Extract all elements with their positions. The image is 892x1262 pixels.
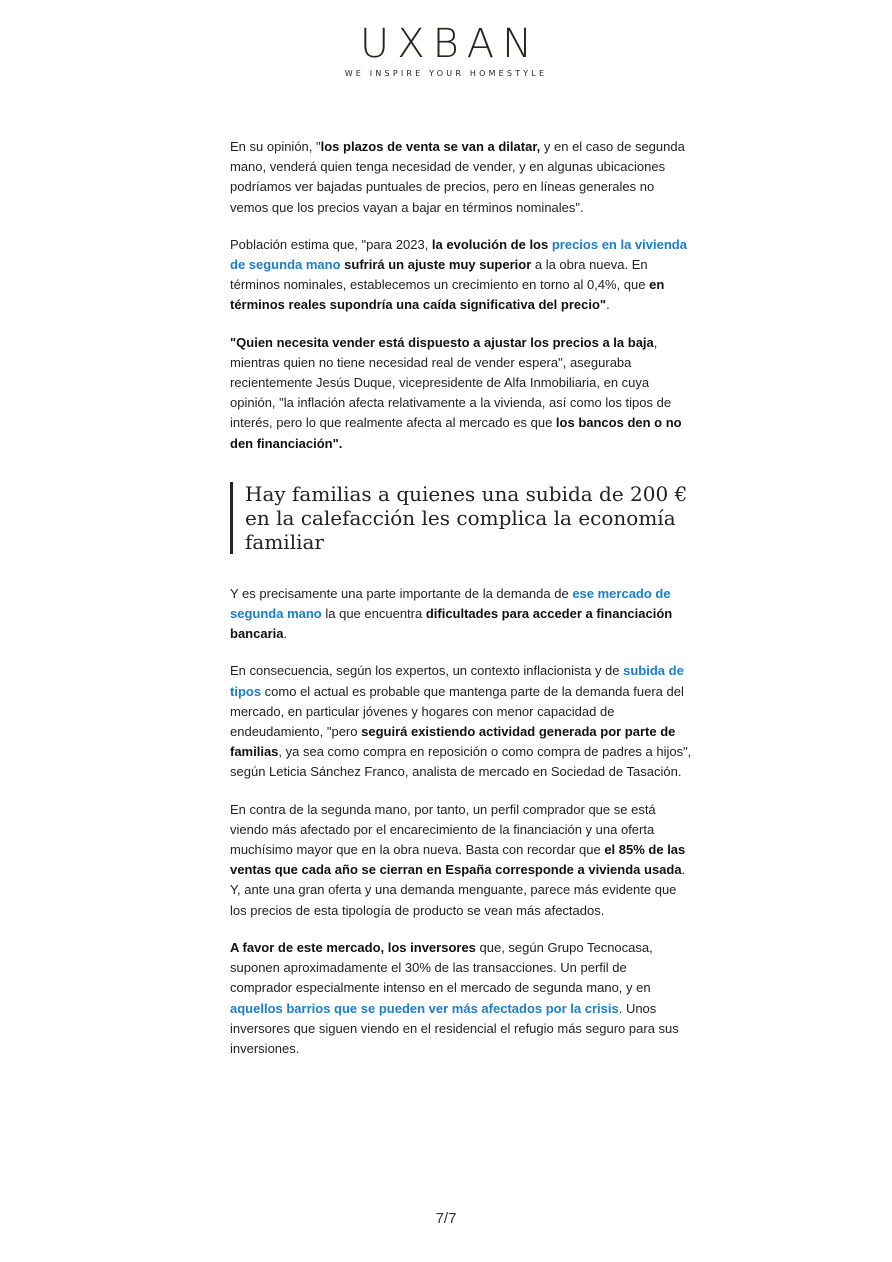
paragraph-1	[230, 137, 692, 218]
text: Y es precisamente una parte importante de la demanda de	[230, 585, 573, 601]
paragraph-7	[230, 938, 692, 1059]
logo-tagline: WE INSPIRE YOUR HOMESTYLE	[344, 69, 548, 78]
paragraph-6	[230, 800, 692, 921]
paragraph-4	[230, 584, 692, 645]
bold-text: A favor de este mercado, los inversores	[230, 939, 476, 955]
text: En contra de la segunda mano, por tanto, un perfil comprador que se está viendo más afectado por el encarecimiento de la financiación y una oferta muchísimo mayor que en la obra nueva. Basta con recordar que	[230, 801, 656, 858]
text: , mientras quien no tiene necesidad real de vender espera", aseguraba recientemente Jesús Duque, vicepresidente de Alfa Inmobiliaria, en cuya opinión, "la inflación afecta relativamente a la vivienda, así como los tipos de interés, pero lo que realmente afecta al mercado es que	[230, 334, 672, 431]
page-header	[0, 22, 892, 78]
text: Población estima que, "para 2023,	[230, 236, 432, 252]
bold-text: los plazos de venta se van a dilatar,	[320, 139, 541, 154]
link-subida-de-tipos[interactable]: subida de tipos	[230, 663, 684, 699]
text: que, según Grupo Tecnocasa, suponen aproximadamente el 30% de las transacciones. Un perfil de comprador especialmente intenso en el mercado de segunda mano, y en	[230, 939, 653, 996]
bold-text: sufrirá un ajuste muy superior	[340, 257, 532, 273]
bold-text: seguirá existiendo actividad generada por parte de familias	[230, 724, 676, 760]
bold-text: "Quien necesita vender está dispuesto a ajustar los precios a la baja	[230, 334, 654, 350]
bold-text: en términos reales supondría una caída significativa del precio"	[230, 277, 665, 313]
text: como el actual es probable que mantenga parte de la demanda fuera del mercado, en particular jóvenes y hogares con menor capacidad de endeudamiento, "pero	[230, 683, 684, 740]
text: .	[606, 297, 610, 313]
link-precios-vivienda-segunda-mano[interactable]: precios en la vivienda de segunda mano	[230, 236, 687, 273]
text: . Y, ante una gran oferta y una demanda menguante, parece más evidente que los precios de esta tipología de producto se vean más afectados.	[230, 862, 686, 918]
pull-quote: Hay familias a quienes una subida de 200 € en la calefacción les complica la economía familiar	[230, 482, 692, 554]
bold-text: la evolución de los	[431, 236, 552, 252]
article-body	[230, 137, 692, 1076]
text: a la obra nueva. En términos nominales, establecemos un crecimiento en torno al 0,4%, que	[230, 257, 650, 293]
text: En consecuencia, según los expertos, un contexto inflacionista y de	[230, 663, 624, 679]
link-mercado-segunda-mano[interactable]: ese mercado de segunda mano	[230, 585, 671, 622]
paragraph-2	[230, 235, 692, 316]
link-barrios-afectados-crisis[interactable]: aquellos barrios que se pueden ver más afectados por la crisis	[230, 1000, 619, 1016]
paragraph-5	[230, 661, 692, 782]
text: .	[283, 626, 288, 642]
text: la que encuentra	[321, 606, 426, 622]
text: y en el caso de segunda mano, venderá quien tenga necesidad de vender, y en algunas ubicaciones podríamos ver bajadas puntuales de precios, pero en líneas generales no vemos que los precios vayan a bajar en términos nominales".	[230, 139, 685, 215]
text: , ya sea como compra en reposición o como compra de padres a hijos", según Leticia Sánchez Franco, analista de mercado en Sociedad de Tasación.	[230, 744, 692, 780]
bold-text: el 85% de las ventas que cada año se cierran en España corresponde a vivienda usada	[230, 842, 686, 878]
paragraph-3	[230, 333, 692, 454]
page-number: 7/7	[435, 1210, 457, 1227]
text: . Unos inversores que siguen viendo en el residencial el refugio más seguro para sus inversiones.	[230, 1000, 679, 1056]
text: En su opinión, "	[230, 139, 321, 154]
bold-text: los bancos den o no den financiación".	[230, 415, 682, 451]
bold-text: dificultades para acceder a financiación bancaria	[230, 606, 673, 642]
uxban-logo[interactable]: UXBAN	[359, 21, 541, 67]
